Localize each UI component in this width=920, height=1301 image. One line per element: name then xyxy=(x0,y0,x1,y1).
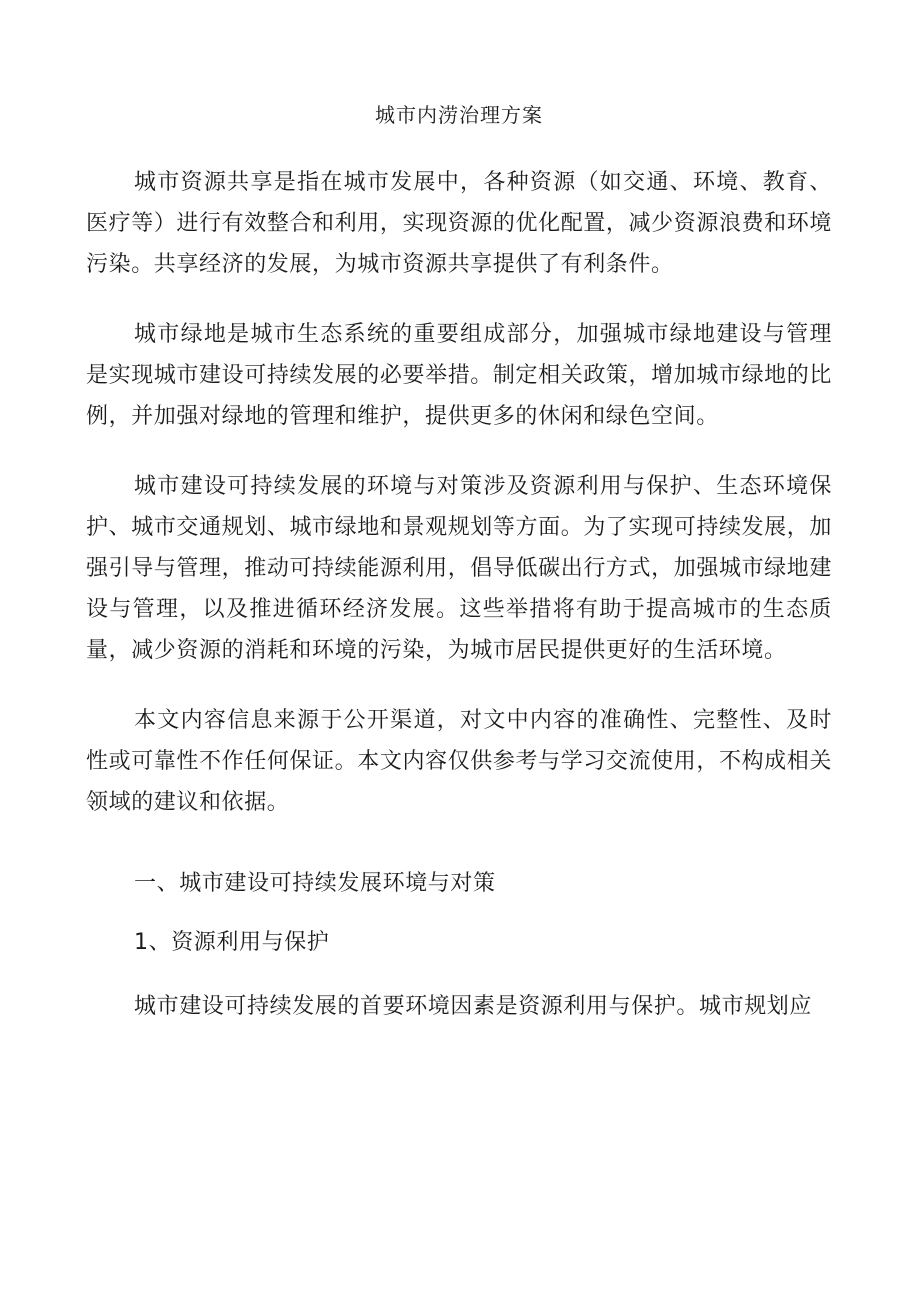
document-title: 城市内涝治理方案 xyxy=(375,103,543,127)
paragraph-sustainable-development: 城市建设可持续发展的环境与对策涉及资源利用与保护、生态环境保护、城市交通规划、城市绿地和景观规划等方面。为了实现可持续发展，加强引导与管理，推动可持续能源利用，倡导低碳出行方式，加强城市绿地建设与管理，以及推进循环经济发展。这些举措将有助于提高城市的生态质量，减少资源的消耗和环境的污染，为城市居民提供更好的生活环境。 xyxy=(86,474,832,663)
paragraph-disclaimer: 本文内容信息来源于公开渠道，对文中内容的准确性、完整性、及时性或可靠性不作任何保证。本文内容仅供参考与学习交流使用，不构成相关领域的建议和依据。 xyxy=(86,708,832,815)
subsection-heading: 1、资源利用与保护 xyxy=(134,930,330,955)
paragraph-resource-use: 城市建设可持续发展的首要环境因素是资源利用与保护。城市规划应 xyxy=(134,994,813,1019)
paragraph-resource-sharing: 城市资源共享是指在城市发展中，各种资源（如交通、环境、教育、医疗等）进行有效整合和利用，实现资源的优化配置，减少资源浪费和环境污染。共享经济的发展，为城市资源共享提供了有利条件。 xyxy=(86,170,832,277)
paragraph-green-space: 城市绿地是城市生态系统的重要组成部分，加强城市绿地建设与管理是实现城市建设可持续发展的必要举措。制定相关政策，增加城市绿地的比例，并加强对绿地的管理和维护，提供更多的休闲和绿色空间。 xyxy=(86,322,832,429)
section-heading: 一、城市建设可持续发展环境与对策 xyxy=(134,871,496,896)
